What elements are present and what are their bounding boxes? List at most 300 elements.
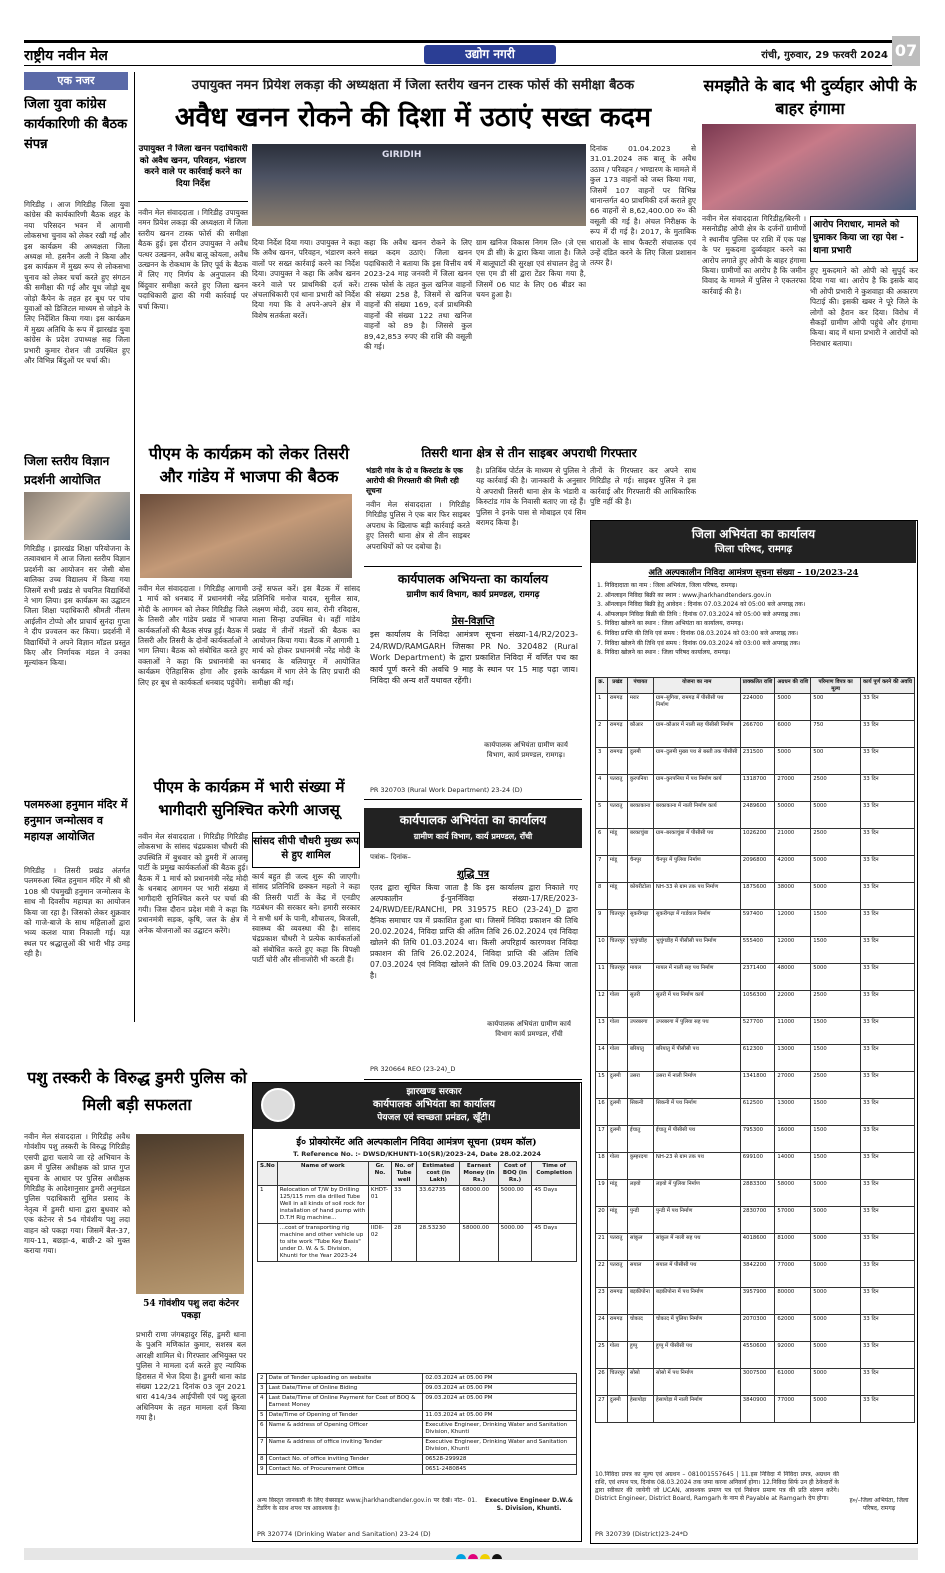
table-cell: सुतरी में पथ निर्माण कार्य	[653, 991, 740, 1018]
tender-3-pr: PR 320774 (Drinking Water and Sanitation) 23-24 (D)	[257, 1530, 431, 1538]
table-cell: 61000	[775, 1369, 811, 1396]
table-cell: 612300	[740, 1045, 775, 1072]
table-cell: 13	[596, 1018, 608, 1045]
masthead: राष्ट्रीय नवीन मेल	[24, 48, 108, 64]
schedule-cell: 8	[258, 1455, 267, 1465]
table-cell: उपरबरगा में पुलिया सह पथ	[653, 1018, 740, 1045]
table-cell: 12	[596, 991, 608, 1018]
table-cell: हेसापोड़ा में नाली निर्माण	[653, 1396, 740, 1423]
tender-2-office: कार्यपालक अभियंता का कार्यालय	[399, 813, 547, 827]
table-cell: 2489600	[740, 802, 775, 829]
table-cell: गोला	[607, 1045, 627, 1072]
table-cell: 28	[392, 1224, 417, 1262]
table-header-cell: Time of Completion	[532, 1162, 577, 1186]
table-cell: ...cost of transporting rig machine and other vehicle up to site work "Tube Key Basis" under D. W. & S. Division, Khunti for the Year 2023-24	[277, 1224, 368, 1262]
table-cell: 45 Days	[532, 1186, 577, 1224]
table-cell: 2096800	[740, 856, 775, 883]
schedule-row	[258, 1455, 577, 1465]
tender-info-line: 3. ऑनलाइन निविदा बिक्री हेतु आवेदन : दिनांक 07.03.2024 को 05:00 बजे अपराह्न तक।	[597, 601, 806, 609]
table-cell: 1500	[811, 910, 861, 937]
table-cell: चोकाद	[627, 1315, 653, 1342]
table-cell: 8	[596, 883, 608, 910]
bjp-body-col-1: नवीन मेल संवाददाता । गिरिडीह आगामी 1 मार्च को धनबाद में प्रधानमंत्री नरेंद्र मोदी के आगमन को लेकर गिरिडीह जिले के तिसरी और गांडेय प्रखंड में भाजपा कार्यकर्ताओं की बैठक संपन्न हुई। बैठक में तिसरी और तिसरी के दोनों कार्यकर्ताओं ने भाग लिया। बैठक को संबोधित करते हुए वक्ताओं ने कहा कि प्रधानमंत्री का कार्यक्रम ऐतिहासिक होगा और इसके लिए हर बूथ से कार्यकर्ता धनबाद पहुंचेंगे।	[138, 584, 248, 687]
table-cell: लइयो	[627, 1180, 653, 1207]
ajsu-headline: पीएम के कार्यक्रम में भारी संख्या में भागीदारी सुनिश्चित करेगी आजसू	[153, 778, 345, 819]
table-cell: बड़कीपोना	[627, 1288, 653, 1315]
tender-4-dept: जिला परिषद, रामगढ़	[714, 544, 793, 555]
lead-body-col-5: दिनांक 01.04.2023 से 31.01.2024 तक बालू के अवैध उठाव / परिवहन / भण्डारण के मामले में कुल 173 वाहनों को जब्त किया गया, जिसमें 107 वाहनों पर विभिन्न थानान्तर्गत 40 प्राथमिकी दर्ज कराते हुए 66 वाहनों से 8,62,400.00 रु० की वसूली की गई है। अंचल निरीक्षक के रूप में दी गई है। 2017, के मुताबिक धाराओं के साथ फैक्टरी संचालक एवं उन्हें दंडित करने के लिए जिला प्रशासन तत्पर है।	[590, 144, 696, 268]
tender-2-ref: पत्रांक– दिनांक–	[370, 853, 411, 861]
dateline: रांची, गुरुवार, 29 फरवरी 2024	[761, 50, 888, 61]
table-row	[596, 694, 915, 721]
tender-4-title: अति अल्पकालीन निविदा आमंत्रण सूचना संख्या – 10/2023-24	[648, 568, 859, 578]
table-cell: 27000	[775, 1072, 811, 1099]
right-story-body-col-2: हुए मुकदमाने को ओपी को सुपुर्द कर दिया गया था। आरोप है कि इसके बाद भी ओपी प्रभारी ने कुशवाहा की अकारण पिटाई की। इसकी खबर ने पूरे जिले के लोगों को हैरान कर दिया। विरोध में सैकड़ों ग्रामीण ओपी पहुंचे और हंगामा किया। बाद में थाना प्रभारी ने आरोपों को निराधार बताया।	[810, 266, 918, 348]
table-cell: चितरपुर	[607, 1369, 627, 1396]
table-cell: 5000	[811, 856, 861, 883]
schedule-cell: 0651-2480845	[423, 1465, 577, 1475]
table-cell: 33 दिन	[861, 1153, 915, 1180]
table-cell: 2	[596, 721, 608, 748]
table-cell: मांडू	[607, 1180, 627, 1207]
table-cell: 33 दिन	[861, 1180, 915, 1207]
table-cell: कौआर	[627, 721, 653, 748]
table-cell: हुप्पु	[627, 1342, 653, 1369]
table-cell: मांडू	[607, 883, 627, 910]
table-cell: 527700	[740, 1018, 775, 1045]
table-cell: 6	[596, 829, 608, 856]
table-cell: 5000	[811, 1207, 861, 1234]
table-cell: 1318700	[740, 775, 775, 802]
table-cell: 33 दिन	[861, 1099, 915, 1126]
table-cell: Relocation of T/W by Drilling 125/115 mm dia drilled Tube Well in all kinds of soil rock for installation of hand pump with D.T.H Rig machine...	[277, 1186, 368, 1224]
table-cell: 5000	[811, 883, 861, 910]
table-row	[596, 1342, 915, 1369]
table-cell: 2500	[811, 991, 861, 1018]
table-header-cell: प्राक्कलित राशि	[740, 678, 775, 694]
table-row	[596, 721, 915, 748]
table-row	[596, 937, 915, 964]
table-cell: 22	[596, 1261, 608, 1288]
brief-1-headline: जिला युवा कांग्रेस कार्यकारिणी की बैठक संपन्न	[24, 97, 128, 152]
table-cell: ग्राम–कुरपनिया में पथ निर्माण कार्य	[653, 775, 740, 802]
table-cell: मरार	[627, 694, 653, 721]
table-cell: 224000	[740, 694, 775, 721]
brief-3-body: गिरिडीह । तिसरी प्रखंड अंतर्गत पलमरुआ स्थित हनुमान मंदिर में श्री श्री 108 श्री पंचमुखी हनुमान जन्मोत्सव के साथ नौ दिवसीय महायज्ञ का आयोजन किया जा रहा है। जिसको लेकर शुक्रवार को गाजे-बाजे के साथ महिलाओं द्वारा भव्य कलश यात्रा निकाली गई। यज्ञ स्थल पर श्रद्धालुओं की भारी भीड़ उमड़ रही है।	[24, 866, 130, 959]
table-cell: 5000	[811, 1261, 861, 1288]
table-cell: 14000	[775, 1153, 811, 1180]
tender-3-gov: झारखण्ड सरकार	[406, 1087, 462, 1097]
table-cell: 1500	[811, 1045, 861, 1072]
table-cell: 68000.00	[460, 1186, 498, 1224]
register-dot	[456, 1554, 466, 1559]
table-cell: 22000	[775, 991, 811, 1018]
table-cell: 5000	[811, 1234, 861, 1261]
tender-2-dept: ग्रामीण कार्य विभाग, कार्य प्रमण्डल, राँची	[413, 831, 533, 841]
table-cell: 2070300	[740, 1315, 775, 1342]
tender-1-pr: PR 320703 (Rural Work Department) 23-24 (D)	[370, 786, 523, 794]
bjp-photo	[140, 494, 352, 578]
right-story-headline: समझौते के बाद भी दुर्व्यहार ओपी के बाहर हंगामा	[703, 76, 917, 118]
column-rule	[134, 72, 135, 1022]
tender-info-line: 4. ऑफलाइन निविदा बिक्री की तिथि : दिनांक 07.03.2024 को 05:00 बजे अपराह्न तक।	[597, 610, 801, 618]
table-cell: 13000	[775, 1045, 811, 1072]
table-cell: पतरातु	[607, 802, 627, 829]
table-row	[596, 991, 915, 1018]
table-cell: 23	[596, 1288, 608, 1315]
table-cell: 4018600	[740, 1234, 775, 1261]
table-cell: पतरातु	[607, 1261, 627, 1288]
schedule-cell: 06528-299928	[423, 1455, 577, 1465]
table-cell: 5000	[811, 1180, 861, 1207]
table-cell: गोला	[607, 1342, 627, 1369]
section-label: उद्योग नगरी	[424, 45, 556, 64]
cattle-photo-caption: 54 गोवंशीय पशु लदा कंटेनर पकड़ा	[143, 1299, 239, 1321]
table-row	[258, 1224, 577, 1262]
table-cell: 26	[596, 1369, 608, 1396]
table-cell: 5	[596, 802, 608, 829]
table-row	[596, 856, 915, 883]
table-cell: 33	[392, 1186, 417, 1224]
tender-info-line: 8. निविदा खोलने का स्थान : जिला परिषद कार्यालय, रामगढ़।	[597, 649, 731, 657]
table-cell: 5000	[811, 1369, 861, 1396]
lead-pullquote: उपायुक्त ने जिला खनन पदाधिकारी को अवैध खनन, परिवहन, भंडारण करने वाले पर कार्रवाई करने का दिया निर्देश	[138, 144, 248, 202]
table-cell: रामगढ़	[607, 1315, 627, 1342]
table-cell: 3	[596, 748, 608, 775]
table-cell: गोला	[607, 1018, 627, 1045]
table-cell: 21	[596, 1234, 608, 1261]
table-cell: 19	[596, 1180, 608, 1207]
table-header-cell: S.No	[258, 1162, 278, 1186]
schedule-cell: 2	[258, 1374, 267, 1384]
ajsu-body-col-1: नवीन मेल संवाददाता । गिरिडीह गिरिडीह लोकसभा के सांसद चंद्रप्रकाश चौधरी की उपस्थिति में बुधवार को डुमरी में आजसू पार्टी के प्रमुख कार्यकर्ताओं की बैठक हुई। बैठक में 1 मार्च को प्रधानमंत्री नरेंद्र मोदी के धनबाद आगमन पर भारी संख्या में भागीदारी सुनिश्चित करने पर चर्चा की गयी। जिस दौरान प्रदेश मंत्री ने कहा कि प्रधानमंत्री सड़क, कृषि, जल के क्षेत्र में अनेक योजनाओं का उद्घाटन करेंगे।	[138, 832, 248, 935]
table-header-cell: No. of Tube well	[392, 1162, 417, 1186]
table-cell: रामगढ़	[607, 1288, 627, 1315]
table-cell: 17	[596, 1126, 608, 1153]
table-cell: सांकुल	[627, 1234, 653, 1261]
right-story-callout: आरोप निराधार, मामले को घुमाकर किया जा रहा पेश - थाना प्रभारी	[810, 216, 918, 262]
table-cell: 5000	[811, 1288, 861, 1315]
table-cell: NH-33 से ग्राम तक पथ निर्माण	[653, 883, 740, 910]
table-cell: मांडू	[607, 1207, 627, 1234]
table-cell: 33 दिन	[861, 748, 915, 775]
table-header-cell: प्रखंड	[607, 678, 627, 694]
table-cell: 5000	[811, 1396, 861, 1423]
table-cell: चितरपुर	[607, 910, 627, 937]
table-cell: 50000	[775, 802, 811, 829]
table-cell: भुचुंगडीह में पीसीसी पथ निर्माण	[653, 937, 740, 964]
table-row	[596, 1369, 915, 1396]
table-cell: 6000	[775, 721, 811, 748]
table-cell: 597400	[740, 910, 775, 937]
table-cell: 3007500	[740, 1369, 775, 1396]
schedule-cell: Contact No. of office inviting Tender	[266, 1455, 423, 1465]
table-row	[596, 775, 915, 802]
table-cell: बरियातु	[627, 1045, 653, 1072]
schedule-row	[258, 1421, 577, 1438]
table-cell: गोला	[607, 1153, 627, 1180]
cattle-headline: पशु तस्करी के विरुद्ध डुमरी पुलिस को मिली बड़ी सफलता	[27, 1068, 247, 1114]
tender-3-dept: पेयजल एवं स्वच्छता प्रमंडल, खूँटी।	[377, 1113, 491, 1123]
table-cell: 33 दिन	[861, 1396, 915, 1423]
table-cell: 4550600	[740, 1342, 775, 1369]
table-cell: 33 दिन	[861, 829, 915, 856]
table-cell: 3957900	[740, 1288, 775, 1315]
table-row	[596, 1018, 915, 1045]
table-cell: 1	[596, 694, 608, 721]
right-story-photo	[702, 124, 916, 210]
table-cell: NH-23 से ग्राम तक पथ	[653, 1153, 740, 1180]
table-cell: पुन्डी में पथ निर्माण	[653, 1207, 740, 1234]
table-cell: 795300	[740, 1126, 775, 1153]
cyber-body-col-1: नवीन मेल संवाददाता । गिरिडीह गिरिडीह पुलिस ने एक बार फिर साइबर अपराध के खिलाफ बड़ी कार्रवाई करते हुए तिसरी थाना क्षेत्र से तीन साइबर अपराधियों को पर दबोचा है।	[366, 500, 470, 551]
table-cell: 5000.00	[498, 1224, 532, 1262]
table-cell: बरकाचुंबा	[627, 829, 653, 856]
ajsu-callout: सांसद सीपी चौधरी मुख्य रूप से हुए शामिल	[252, 832, 360, 868]
table-cell: 2500	[811, 1072, 861, 1099]
brief-2-photo	[24, 492, 130, 540]
tender-4-pr: PR 320739 (District)23-24*D	[595, 1530, 688, 1538]
table-cell: सयाल में पीसीसी पथ	[653, 1261, 740, 1288]
tender-2-pr: PR 320664 REO (23-24)_D	[370, 1065, 456, 1073]
table-cell: उसरा में नाली निर्माण	[653, 1072, 740, 1099]
tender-3-table	[257, 1161, 577, 1371]
table-cell: 1341800	[740, 1072, 775, 1099]
table-cell: 33 दिन	[861, 1126, 915, 1153]
table-cell: 5000	[811, 1315, 861, 1342]
table-row	[596, 1099, 915, 1126]
table-cell: रामगढ़	[607, 748, 627, 775]
table-header-cell: अग्रधन की राशि	[775, 678, 811, 694]
table-cell: 612500	[740, 1099, 775, 1126]
lead-photo-banner: GIRIDIH	[382, 150, 422, 160]
table-cell: 2500	[811, 829, 861, 856]
table-cell: 2371400	[740, 964, 775, 991]
schedule-row	[258, 1374, 577, 1384]
table-cell: रामगढ़	[607, 694, 627, 721]
table-cell: 33 दिन	[861, 775, 915, 802]
table-cell: 80000	[775, 1288, 811, 1315]
table-cell: 48000	[775, 964, 811, 991]
cattle-body-col-2: प्रभारी राणा जंगबहादुर सिंह, डुमरी थाना के पुअनि मणिकांत कुमार, सशस्त्र बल आरक्षी शामिल थे। गिरफ्तार अभियुक्त पर पुलिस ने मामला दर्ज करते हुए न्यायिक हिरासत में भेज दिया है। डुमरी थाना कांड संख्या 122/21 दिनांक 03 जून 2021 धारा 414/34 आईपीसी एवं पशु क्रूरता अधिनियम के तहत मामला दर्ज किया गया है।	[136, 1330, 246, 1423]
table-row	[596, 748, 915, 775]
table-cell: 13000	[775, 1099, 811, 1126]
tender-info-line: 7. निविदा खोलने की तिथि एवं समय : दिनांक 09.03.2024 को 03:00 बजे अपराह्न तक।	[597, 639, 801, 647]
right-story-body-col-1: नवीन मेल संवाददाता गिरिडीह/बिरनी । मसनोडीह ओपी क्षेत्र के दर्जनों ग्रामीणों ने स्थानीय पुलिस पर राशि में एक पक्ष के पर मुकदमा दुर्व्यवहार करने का आरोप लगाते हुए ओपी के बाहर हंगामा किया। ग्रामीणों का आरोप है कि जमीन विवाद के मामले में पुलिस ने एकतरफा कार्रवाई की है।	[702, 214, 806, 296]
table-cell: 33 दिन	[861, 991, 915, 1018]
table-cell: 11000	[775, 1018, 811, 1045]
table-cell: 1	[258, 1186, 278, 1224]
table-header-cell: क्र.	[596, 678, 608, 694]
table-cell: दुलमी	[607, 1396, 627, 1423]
cyber-body-col-3: तीनों के गिरफ्तार कर अपने साथ गिरिडीह ले गई। साइबर पुलिस ने इस कार्रवाई और गिरफ्तारी की आधिकारिक पुष्टि नहीं की है।	[590, 466, 696, 507]
table-cell: दुलमी	[607, 1072, 627, 1099]
table-cell: 77000	[775, 1261, 811, 1288]
table-row	[596, 829, 915, 856]
schedule-cell: Name & address of Opening Officer	[266, 1421, 423, 1438]
tender-1-title: प्रेस-विज्ञप्ति	[451, 616, 495, 627]
table-row	[596, 1234, 915, 1261]
table-cell: कुरपनिया	[627, 775, 653, 802]
schedule-cell: Date of Tender uploading on website	[266, 1374, 423, 1384]
table-cell: चितरपुर	[607, 937, 627, 964]
table-cell: 33 दिन	[861, 721, 915, 748]
schedule-cell: 09.03.2024 at 05.00 PM	[423, 1384, 577, 1394]
tender-zila-parishad	[590, 520, 918, 1544]
table-cell: 9	[596, 910, 608, 937]
table-cell: 750	[811, 721, 861, 748]
tender-4-office: जिला अभियंता का कार्यालय	[691, 527, 816, 541]
schedule-row	[258, 1411, 577, 1421]
table-cell: 33 दिन	[861, 1315, 915, 1342]
table-cell: हुप्पु में पीसीसी पथ	[653, 1342, 740, 1369]
table-header-cell: कार्य पूर्ण करने की अवधि	[861, 678, 915, 694]
tender-3-schedule	[257, 1373, 577, 1493]
tender-4-signature: ह०/–जिला अभियंता, जिला परिषद, रामगढ़	[849, 1497, 909, 1512]
table-cell: 33 दिन	[861, 1018, 915, 1045]
table-cell: सोसो में पथ निर्माण	[653, 1369, 740, 1396]
table-cell: सुतरी	[627, 991, 653, 1018]
table-row	[596, 964, 915, 991]
cattle-photo	[136, 1134, 244, 1294]
table-header-cell: Gr. No.	[368, 1162, 391, 1186]
lead-kicker: उपायुक्त नमन प्रियेश लकड़ा की अध्यक्षता में जिला स्तरीय खनन टास्क फोर्स की समीक्षा बैठक	[191, 78, 635, 93]
table-cell: दुलमी	[607, 1099, 627, 1126]
table-cell: 500	[811, 748, 861, 775]
table-cell: सोसो	[627, 1369, 653, 1396]
table-row	[596, 1126, 915, 1153]
tender-rwd-ramgarh	[364, 566, 582, 800]
tender-info-line: 2. ऑनलाइन निविदा बिक्री का स्थान : www.jharkhandtenders.gov.in	[597, 591, 772, 599]
schedule-cell: 9	[258, 1465, 267, 1475]
table-cell: 7	[596, 856, 608, 883]
schedule-cell: 6	[258, 1421, 267, 1438]
table-cell: सिकनी	[627, 1099, 653, 1126]
lead-body-col-3: कहा कि अवैध खनन रोकने के लिए सख्त कदम उठाएं। जिला खनन पदाधिकारी ने बताया कि इस वित्तीय वर्ष 2023-24 माह जनवरी में जिला खनन टास्क फोर्स के तहत कुल खनिज वाहनों की संख्या 258 है, जिसमें से खनिज वाहनों की संख्या 169, दर्ज प्राथमिकी वाहनों की संख्या 122 तथा खनिज वाहनों को 89 है। जिससे कुल 89,42,853 रुपए की राशि की वसूली की गई।	[364, 238, 472, 352]
table-cell: 33 दिन	[861, 802, 915, 829]
lead-headline: अवैध खनन रोकने की दिशा में उठाएं सख्त कदम	[174, 102, 652, 133]
tender-4-info	[597, 581, 911, 675]
schedule-row	[258, 1438, 577, 1455]
tender-1-body: इस कार्यालय के निविदा आमंत्रण सूचना संख्या-14/R2/2023-24/RWD/RAMGARH जिसका PR No. 320482 (Rural Work Department) के द्वारा प्रकाशित निविदा में वर्णित पथ का कार्य पूर्ण करने की अवधि 9 माह के स्थान पर 15 माह पढ़ा जाय। निविदा की अन्य शर्तें यथावत रहेंगी।	[370, 630, 578, 685]
table-cell: उसरा	[627, 1072, 653, 1099]
schedule-cell: 09.03.2024 at 05.00 PM	[423, 1394, 577, 1411]
table-cell: उपरबरगा	[627, 1018, 653, 1045]
table-cell: ईचातु में पीसीसी पथ	[653, 1126, 740, 1153]
schedule-row	[258, 1465, 577, 1475]
schedule-cell: Last Date/Time of Online Payment for Cost of BOQ & Earnest Money	[266, 1394, 423, 1411]
table-cell: 58000	[775, 1180, 811, 1207]
table-cell: चैनपुर	[627, 856, 653, 883]
tender-dws-khunti	[252, 1082, 582, 1542]
table-cell: सांकुल में नाली सह पथ	[653, 1234, 740, 1261]
table-cell: 231500	[740, 748, 775, 775]
table-cell: 12000	[775, 937, 811, 964]
table-cell: 5000	[775, 694, 811, 721]
tender-3-ref: T. Reference No. :- DWSD/KHUNTI-10(SR)/2023-24, Date 28.02.2024	[293, 1150, 541, 1158]
brief-1-body: गिरिडीह । आज गिरिडीह जिला युवा कांग्रेस की कार्यकारिणी बैठक शहर के नया परिसदन भवन में आगामी लोकसभा चुनाव को लेकर रखी गई और इस कार्यक्रम की अध्यक्षता जिला अध्यक्ष मो. हसनैन अली ने किया और इस कार्यक्रम में मुख्य रूप से लोकसभा चुनाव को लेकर चर्चा करते हुए संगठन की समीक्षा की गई और यूथ जोड़ो बूथ जोड़ो कैंपेन के तहत हर बूथ पर पांच युवाओं को डिजिटल माध्यम से जोड़ने के लिए निर्देशित किया गया। इस कार्यक्रम में मुख्य अतिथि के रूप में झारखंड युवा कांग्रेस के प्रदेश उपाध्यक्ष सह जिला प्रभारी कुमार रोशन जी उपस्थित हुए और विभिन्न बिंदुओं पर चर्चा की।	[24, 200, 130, 366]
tender-3-signature: Executive Engineer D.W.& S. Division, Khunti.	[485, 1497, 573, 1512]
table-cell: 1500	[811, 1018, 861, 1045]
cyber-body-col-2: है। प्रतिबिंब पोर्टल के माध्यम से पुलिस ने यह कार्रवाई की है। जानकारी के अनुसार ये अपराधी तिसरी थाना क्षेत्र के भंडारी व किरुटांड गांव के निवासी बताए जा रहे हैं। पुलिस ने इनके पास से मोबाइल एवं सिम बरामद किया है।	[476, 466, 586, 528]
table-cell: 33 दिन	[861, 883, 915, 910]
table-cell: 38000	[775, 883, 811, 910]
table-cell: ग्राम–कौआर में नाली सह पीसीसी निर्माण	[653, 721, 740, 748]
schedule-cell: Date/Time of Opening of Tender	[266, 1411, 423, 1421]
table-cell: बरकाकाना में नाली निर्माण कार्य	[653, 802, 740, 829]
table-cell: KHDT-01	[368, 1186, 391, 1224]
table-cell: हेसापोड़ा	[627, 1396, 653, 1423]
tender-1-signature: कार्यपालक अभियंता ग्रामीण कार्य विभाग, कार्य प्रमण्डल, रामगढ़।	[484, 741, 568, 759]
table-cell: 5000	[811, 1342, 861, 1369]
table-cell: 27	[596, 1396, 608, 1423]
table-cell: 33 दिन	[861, 1045, 915, 1072]
brief-3-headline: पलमरुआ हनुमान मंदिर में हनुमान जन्मोत्सव व महायज्ञ आयोजित	[24, 798, 128, 843]
table-header-cell: Name of work	[277, 1162, 368, 1186]
table-cell: 500	[811, 694, 861, 721]
table-row	[596, 1261, 915, 1288]
table-cell: ग्राम–बरकाचुंबा में पीसीसी पथ	[653, 829, 740, 856]
table-cell: 20	[596, 1207, 608, 1234]
tender-info-line: 5. निविदा खोलने का स्थान : जिला अभियंता का कार्यालय, रामगढ़।	[597, 620, 744, 628]
table-cell: रामगढ़	[607, 721, 627, 748]
table-cell: चितरपुर	[607, 964, 627, 991]
table-cell: पुन्डी	[627, 1207, 653, 1234]
jharkhand-emblem-icon	[261, 1088, 295, 1122]
page-number: 07	[892, 36, 920, 66]
table-cell: 15	[596, 1072, 608, 1099]
table-cell: सुकरीगढ़ा में गार्डवाल निर्माण	[653, 910, 740, 937]
table-cell: 1056300	[740, 991, 775, 1018]
table-cell: कोयरीटोला	[627, 883, 653, 910]
table-cell: 16	[596, 1099, 608, 1126]
register-dot	[492, 1554, 502, 1559]
table-cell: मांडू	[607, 856, 627, 883]
register-dot	[468, 1554, 478, 1559]
table-cell: 33 दिन	[861, 1369, 915, 1396]
table-row	[596, 1207, 915, 1234]
color-register-marks	[456, 1549, 516, 1559]
schedule-cell: 3	[258, 1384, 267, 1394]
table-cell: 58000.00	[460, 1224, 498, 1262]
schedule-cell: Last Date/Time of Online Biding	[266, 1384, 423, 1394]
table-row	[596, 1315, 915, 1342]
tender-1-office: कार्यपालक अभियन्ता का कार्यालय	[397, 572, 549, 586]
table-cell: 33 दिन	[861, 1072, 915, 1099]
table-cell: 33 दिन	[861, 910, 915, 937]
table-cell: 33.62735	[417, 1186, 460, 1224]
ek-nazar-label: एक नजर	[24, 72, 128, 90]
table-header-cell: परिमाण विपत्र का मूल्य	[811, 678, 861, 694]
table-cell: कुम्हरदगा	[627, 1153, 653, 1180]
table-cell: 33 दिन	[861, 1342, 915, 1369]
schedule-row	[258, 1394, 577, 1411]
table-cell: 5000	[811, 964, 861, 991]
table-cell: लइयो में पुलिया निर्माण	[653, 1180, 740, 1207]
tender-3-office: कार्यपालक अभियंता का कार्यालय	[372, 1099, 496, 1110]
tender-1-dept: ग्रामीण कार्य विभाग, कार्य प्रमण्डल, रामगढ़	[406, 590, 540, 600]
tender-info-line: 1. निविदादाता का नाम : जिला अभियंता, जिला परिषद, रामगढ़।	[597, 582, 738, 589]
table-cell: ईचातु	[627, 1126, 653, 1153]
table-cell: 5000	[775, 748, 811, 775]
table-cell: 33 दिन	[861, 1234, 915, 1261]
table-row	[596, 1153, 915, 1180]
table-cell: 28.53230	[417, 1224, 460, 1262]
table-cell: पतरातु	[607, 1234, 627, 1261]
bjp-body-col-2: उन्हें सफल करें। इस बैठक में सांसद प्रतिनिधि मनोज यादव, सुनील साव, लक्ष्मण मोदी, उदय साव, रोनी रविदास, माला सिन्हा उपस्थित थे। वहीं गांडेय प्रखंड में तीनों मंडलों की बैठक का आयोजन किया गया। बैठक में आगामी 1 मार्च को होकर प्रधानमंत्री नरेंद्र मोदी के धनबाद के बलियापुर में आयोजित कार्यक्रम में भाग लेने के लिए प्रचारी की समीक्षा की गई।	[252, 584, 360, 687]
table-cell: 3840900	[740, 1396, 775, 1423]
table-cell: बरकाकाना	[627, 802, 653, 829]
